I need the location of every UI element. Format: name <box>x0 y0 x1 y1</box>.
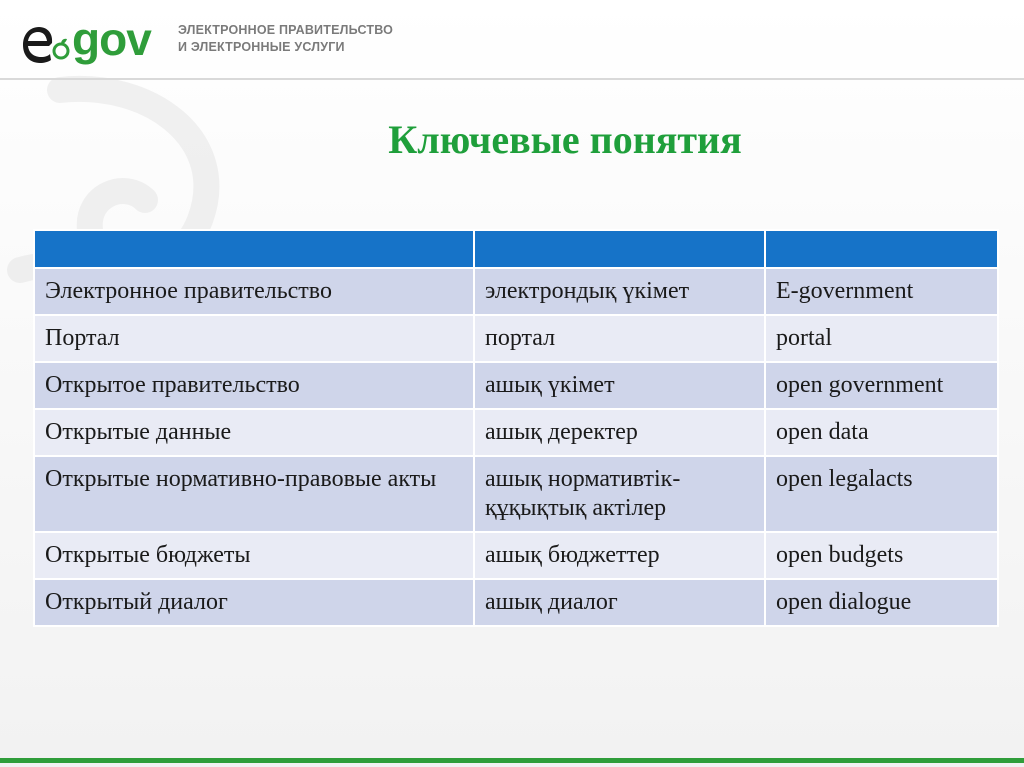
logo-leaf-icon <box>52 38 70 60</box>
cell-english: open dialogue <box>765 579 998 626</box>
cell-russian: Открытые нормативно-правовые акты <box>34 456 474 532</box>
table-row <box>34 409 998 456</box>
cell-kazakh: ашық нормативтік-құқықтық актілер <box>474 456 765 532</box>
table-row <box>34 268 998 315</box>
tagline <box>178 22 393 56</box>
table-row <box>34 532 998 579</box>
cell-kazakh: электрондық үкімет <box>474 268 765 315</box>
header-cell-2 <box>474 230 765 268</box>
cell-english: portal <box>765 315 998 362</box>
cell-english: E-government <box>765 268 998 315</box>
egov-logo[interactable] <box>22 10 162 68</box>
cell-russian: Открытые данные <box>34 409 474 456</box>
logo-text: gov <box>72 13 151 65</box>
header <box>0 0 1024 78</box>
cell-kazakh: ашық деректер <box>474 409 765 456</box>
tagline-line-2: И ЭЛЕКТРОННЫЕ УСЛУГИ <box>178 40 345 54</box>
cell-english: open government <box>765 362 998 409</box>
page-title: Ключевые понятия <box>388 117 742 162</box>
table-header-row <box>34 230 998 268</box>
cell-kazakh: ашық бюджеттер <box>474 532 765 579</box>
table-row <box>34 456 998 532</box>
cell-russian: Открытый диалог <box>34 579 474 626</box>
cell-english: open data <box>765 409 998 456</box>
table-row <box>34 362 998 409</box>
cell-russian: Открытое правительство <box>34 362 474 409</box>
cell-russian: Портал <box>34 315 474 362</box>
cell-russian: Открытые бюджеты <box>34 532 474 579</box>
logo-e-icon <box>22 10 54 68</box>
header-cell-3 <box>765 230 998 268</box>
tagline-line-1: ЭЛЕКТРОННОЕ ПРАВИТЕЛЬСТВО <box>178 23 394 37</box>
terms-table <box>33 229 999 627</box>
table-row <box>34 315 998 362</box>
cell-english: open budgets <box>765 532 998 579</box>
header-divider <box>0 78 1024 80</box>
cell-english: open legalacts <box>765 456 998 532</box>
cell-russian: Электронное правительство <box>34 268 474 315</box>
cell-kazakh: ашық диалог <box>474 579 765 626</box>
table-row <box>34 579 998 626</box>
footer-accent-line <box>0 758 1024 763</box>
cell-kazakh: портал <box>474 315 765 362</box>
cell-kazakh: ашық үкімет <box>474 362 765 409</box>
header-cell-1 <box>34 230 474 268</box>
